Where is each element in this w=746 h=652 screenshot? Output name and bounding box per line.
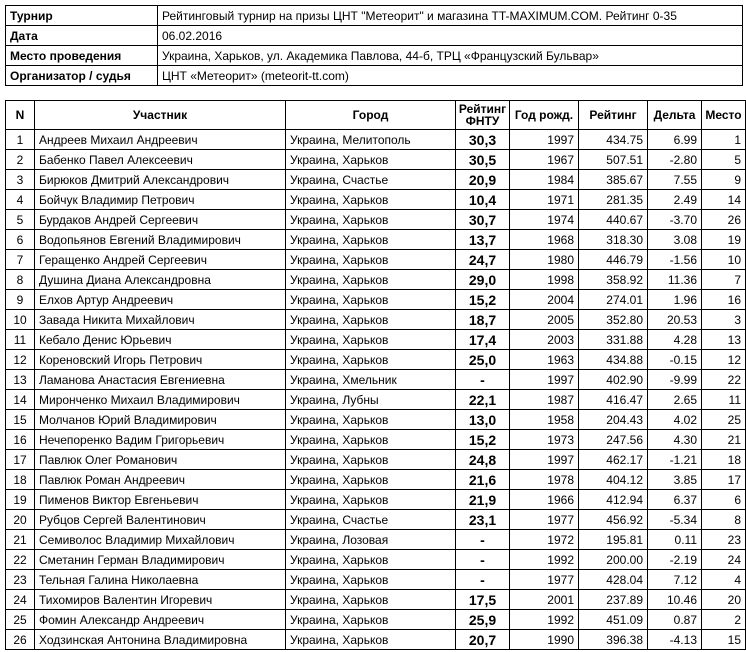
cell-delta: 3.85 — [648, 470, 702, 490]
cell-participant: Бабенко Павел Алексеевич — [35, 150, 286, 170]
cell-place: 16 — [702, 290, 746, 310]
cell-number: 11 — [6, 330, 35, 350]
cell-birth-year: 1978 — [510, 470, 579, 490]
cell-number: 9 — [6, 290, 35, 310]
cell-participant: Ламанова Анастасия Евгениевна — [35, 370, 286, 390]
cell-participant: Кебало Денис Юрьевич — [35, 330, 286, 350]
cell-place: 1 — [702, 130, 746, 150]
header-participant: Участник — [35, 101, 286, 130]
info-row — [6, 66, 743, 86]
cell-delta: -0.15 — [648, 350, 702, 370]
cell-delta: 1.96 — [648, 290, 702, 310]
table-row — [6, 630, 746, 650]
cell-rating: 412.94 — [579, 490, 648, 510]
cell-delta: -1.56 — [648, 250, 702, 270]
cell-place: 15 — [702, 630, 746, 650]
cell-place: 23 — [702, 530, 746, 550]
table-row — [6, 190, 746, 210]
cell-birth-year: 2004 — [510, 290, 579, 310]
cell-delta: 11.36 — [648, 270, 702, 290]
tournament-info-body — [6, 6, 743, 86]
cell-birth-year: 1998 — [510, 270, 579, 290]
cell-participant: Павлюк Олег Романович — [35, 450, 286, 470]
table-row — [6, 510, 746, 530]
table-row — [6, 450, 746, 470]
table-row — [6, 310, 746, 330]
info-label: Организатор / судья — [6, 66, 158, 86]
cell-participant: Завада Никита Михайлович — [35, 310, 286, 330]
cell-city: Украина, Харьков — [286, 590, 456, 610]
table-row — [6, 530, 746, 550]
cell-city: Украина, Харьков — [286, 450, 456, 470]
cell-number: 3 — [6, 170, 35, 190]
table-row — [6, 470, 746, 490]
cell-participant: Ходзинская Антонина Владимировна — [35, 630, 286, 650]
cell-number: 13 — [6, 370, 35, 390]
table-row — [6, 290, 746, 310]
cell-delta: -5.34 — [648, 510, 702, 530]
cell-rating: 446.79 — [579, 250, 648, 270]
cell-birth-year: 1971 — [510, 190, 579, 210]
cell-place: 25 — [702, 410, 746, 430]
header-place: Место — [702, 101, 746, 130]
cell-delta: 7.12 — [648, 570, 702, 590]
cell-place: 6 — [702, 490, 746, 510]
cell-place: 4 — [702, 570, 746, 590]
header-city: Город — [286, 101, 456, 130]
cell-rating-fntu: 23,1 — [456, 510, 510, 530]
cell-participant: Тихомиров Валентин Игоревич — [35, 590, 286, 610]
cell-birth-year: 1997 — [510, 130, 579, 150]
cell-rating: 331.88 — [579, 330, 648, 350]
cell-city: Украина, Счастье — [286, 510, 456, 530]
cell-number: 26 — [6, 630, 35, 650]
cell-number: 16 — [6, 430, 35, 450]
cell-number: 15 — [6, 410, 35, 430]
cell-birth-year: 1972 — [510, 530, 579, 550]
info-label: Место проведения — [6, 46, 158, 66]
cell-birth-year: 1974 — [510, 210, 579, 230]
cell-participant: Бирюков Дмитрий Александрович — [35, 170, 286, 190]
cell-birth-year: 1990 — [510, 630, 579, 650]
cell-delta: -1.21 — [648, 450, 702, 470]
table-row — [6, 250, 746, 270]
info-value: Украина, Харьков, ул. Академика Павлова, 44-б, ТРЦ «Французский Бульвар» — [158, 46, 743, 66]
table-row — [6, 410, 746, 430]
header-rating: Рейтинг — [579, 101, 648, 130]
cell-rating-fntu: 15,2 — [456, 290, 510, 310]
header-rating-fntu-line1: Рейтинг — [458, 102, 507, 116]
cell-city: Украина, Харьков — [286, 410, 456, 430]
cell-rating: 402.90 — [579, 370, 648, 390]
cell-participant: Молчанов Юрий Владимирович — [35, 410, 286, 430]
cell-birth-year: 1967 — [510, 150, 579, 170]
cell-number: 14 — [6, 390, 35, 410]
cell-rating-fntu: 22,1 — [456, 390, 510, 410]
cell-birth-year: 1958 — [510, 410, 579, 430]
cell-birth-year: 1977 — [510, 510, 579, 530]
cell-place: 8 — [702, 510, 746, 530]
cell-rating-fntu: - — [456, 570, 510, 590]
cell-rating-fntu: 21,6 — [456, 470, 510, 490]
cell-delta: 2.65 — [648, 390, 702, 410]
cell-birth-year: 1963 — [510, 350, 579, 370]
cell-rating: 385.67 — [579, 170, 648, 190]
cell-place: 14 — [702, 190, 746, 210]
cell-city: Украина, Хмельник — [286, 370, 456, 390]
cell-rating: 456.92 — [579, 510, 648, 530]
cell-participant: Андреев Михаил Андреевич — [35, 130, 286, 150]
cell-rating-fntu: - — [456, 550, 510, 570]
table-row — [6, 390, 746, 410]
cell-delta: -3.70 — [648, 210, 702, 230]
cell-rating-fntu: 17,4 — [456, 330, 510, 350]
cell-place: 3 — [702, 310, 746, 330]
info-row — [6, 26, 743, 46]
table-row — [6, 490, 746, 510]
cell-city: Украина, Харьков — [286, 490, 456, 510]
cell-rating-fntu: 18,7 — [456, 310, 510, 330]
cell-rating: 434.75 — [579, 130, 648, 150]
table-row — [6, 570, 746, 590]
cell-number: 23 — [6, 570, 35, 590]
cell-delta: 3.08 — [648, 230, 702, 250]
cell-birth-year: 1997 — [510, 450, 579, 470]
cell-delta: 2.49 — [648, 190, 702, 210]
cell-city: Украина, Харьков — [286, 570, 456, 590]
table-row — [6, 590, 746, 610]
cell-number: 7 — [6, 250, 35, 270]
cell-rating-fntu: - — [456, 370, 510, 390]
cell-city: Украина, Харьков — [286, 190, 456, 210]
cell-city: Украина, Харьков — [286, 150, 456, 170]
cell-number: 8 — [6, 270, 35, 290]
cell-birth-year: 1980 — [510, 250, 579, 270]
cell-participant: Нечепоренко Вадим Григорьевич — [35, 430, 286, 450]
cell-participant: Павлюк Роман Андреевич — [35, 470, 286, 490]
cell-city: Украина, Харьков — [286, 330, 456, 350]
table-row — [6, 610, 746, 630]
cell-delta: 20.53 — [648, 310, 702, 330]
cell-number: 17 — [6, 450, 35, 470]
cell-number: 25 — [6, 610, 35, 630]
cell-participant: Миронченко Михаил Владимирович — [35, 390, 286, 410]
table-row — [6, 370, 746, 390]
cell-delta: -2.80 — [648, 150, 702, 170]
cell-rating-fntu: 13,0 — [456, 410, 510, 430]
cell-place: 13 — [702, 330, 746, 350]
cell-birth-year: 1997 — [510, 370, 579, 390]
table-row — [6, 210, 746, 230]
cell-participant: Пименов Виктор Евгеньевич — [35, 490, 286, 510]
cell-rating-fntu: 30,5 — [456, 150, 510, 170]
table-row — [6, 430, 746, 450]
cell-rating-fntu: 30,3 — [456, 130, 510, 150]
cell-delta: 0.87 — [648, 610, 702, 630]
cell-number: 24 — [6, 590, 35, 610]
cell-number: 1 — [6, 130, 35, 150]
cell-rating: 440.67 — [579, 210, 648, 230]
cell-place: 11 — [702, 390, 746, 410]
info-value: ЦНТ «Метеорит» (meteorit-tt.com) — [158, 66, 743, 86]
cell-number: 12 — [6, 350, 35, 370]
cell-delta: -2.19 — [648, 550, 702, 570]
tournament-info-table — [5, 5, 743, 86]
cell-number: 19 — [6, 490, 35, 510]
cell-delta: 7.55 — [648, 170, 702, 190]
cell-participant: Семиволос Владимир Михайлович — [35, 530, 286, 550]
cell-rating: 281.35 — [579, 190, 648, 210]
cell-delta: 4.28 — [648, 330, 702, 350]
cell-rating-fntu: 24,8 — [456, 450, 510, 470]
cell-number: 5 — [6, 210, 35, 230]
cell-city: Украина, Харьков — [286, 310, 456, 330]
cell-delta: 4.02 — [648, 410, 702, 430]
info-value: Рейтинговый турнир на призы ЦНТ "Метеорит" и магазина TT-MAXIMUM.COM. Рейтинг 0-35 — [158, 6, 743, 26]
cell-participant: Бурдаков Андрей Сергеевич — [35, 210, 286, 230]
cell-rating-fntu: 13,7 — [456, 230, 510, 250]
cell-city: Украина, Харьков — [286, 230, 456, 250]
cell-rating: 396.38 — [579, 630, 648, 650]
cell-delta: 6.37 — [648, 490, 702, 510]
cell-delta: 6.99 — [648, 130, 702, 150]
cell-birth-year: 2003 — [510, 330, 579, 350]
cell-number: 20 — [6, 510, 35, 530]
cell-rating-fntu: 30,7 — [456, 210, 510, 230]
cell-rating-fntu: 21,9 — [456, 490, 510, 510]
cell-rating: 237.89 — [579, 590, 648, 610]
cell-place: 9 — [702, 170, 746, 190]
cell-place: 20 — [702, 590, 746, 610]
cell-birth-year: 1984 — [510, 170, 579, 190]
cell-rating-fntu: 20,7 — [456, 630, 510, 650]
cell-participant: Рубцов Сергей Валентинович — [35, 510, 286, 530]
cell-birth-year: 2005 — [510, 310, 579, 330]
cell-place: 7 — [702, 270, 746, 290]
info-label: Турнир — [6, 6, 158, 26]
cell-delta: 10.46 — [648, 590, 702, 610]
cell-place: 22 — [702, 370, 746, 390]
cell-participant: Душина Диана Александровна — [35, 270, 286, 290]
cell-place: 19 — [702, 230, 746, 250]
cell-rating: 195.81 — [579, 530, 648, 550]
cell-place: 10 — [702, 250, 746, 270]
cell-birth-year: 2001 — [510, 590, 579, 610]
info-row — [6, 6, 743, 26]
table-row — [6, 330, 746, 350]
cell-rating: 462.17 — [579, 450, 648, 470]
header-delta: Дельта — [648, 101, 702, 130]
cell-place: 21 — [702, 430, 746, 450]
header-birth-year: Год рожд. — [510, 101, 579, 130]
cell-rating-fntu: 25,9 — [456, 610, 510, 630]
cell-rating: 352.80 — [579, 310, 648, 330]
cell-city: Украина, Харьков — [286, 610, 456, 630]
cell-delta: 4.30 — [648, 430, 702, 450]
header-rating-fntu-line2: ФНТУ — [465, 114, 500, 128]
cell-city: Украина, Счастье — [286, 170, 456, 190]
cell-city: Украина, Мелитополь — [286, 130, 456, 150]
cell-place: 12 — [702, 350, 746, 370]
cell-rating: 204.43 — [579, 410, 648, 430]
cell-number: 2 — [6, 150, 35, 170]
cell-number: 18 — [6, 470, 35, 490]
cell-city: Украина, Харьков — [286, 550, 456, 570]
cell-birth-year: 1992 — [510, 550, 579, 570]
cell-rating-fntu: 10,4 — [456, 190, 510, 210]
cell-city: Украина, Харьков — [286, 470, 456, 490]
cell-participant: Водопьянов Евгений Владимирович — [35, 230, 286, 250]
cell-rating: 200.00 — [579, 550, 648, 570]
cell-rating: 507.51 — [579, 150, 648, 170]
cell-number: 4 — [6, 190, 35, 210]
cell-place: 2 — [702, 610, 746, 630]
table-row — [6, 270, 746, 290]
cell-rating-fntu: 17,5 — [456, 590, 510, 610]
info-row — [6, 46, 743, 66]
cell-rating: 434.88 — [579, 350, 648, 370]
cell-rating: 358.92 — [579, 270, 648, 290]
cell-rating: 247.56 — [579, 430, 648, 450]
cell-number: 6 — [6, 230, 35, 250]
info-label: Дата — [6, 26, 158, 46]
cell-birth-year: 1992 — [510, 610, 579, 630]
cell-city: Украина, Харьков — [286, 270, 456, 290]
table-row — [6, 150, 746, 170]
cell-participant: Елхов Артур Андреевич — [35, 290, 286, 310]
results-body — [6, 130, 746, 650]
cell-city: Украина, Лозовая — [286, 530, 456, 550]
cell-rating: 451.09 — [579, 610, 648, 630]
cell-rating-fntu: 24,7 — [456, 250, 510, 270]
cell-city: Украина, Лубны — [286, 390, 456, 410]
cell-place: 17 — [702, 470, 746, 490]
cell-place: 18 — [702, 450, 746, 470]
results-header-row — [6, 101, 746, 130]
cell-rating: 274.01 — [579, 290, 648, 310]
cell-rating-fntu: - — [456, 530, 510, 550]
cell-city: Украина, Харьков — [286, 430, 456, 450]
cell-rating-fntu: 25,0 — [456, 350, 510, 370]
cell-place: 24 — [702, 550, 746, 570]
cell-place: 5 — [702, 150, 746, 170]
cell-rating-fntu: 15,2 — [456, 430, 510, 450]
cell-city: Украина, Харьков — [286, 250, 456, 270]
cell-city: Украина, Харьков — [286, 630, 456, 650]
header-n: N — [6, 101, 35, 130]
cell-number: 21 — [6, 530, 35, 550]
cell-delta: -4.13 — [648, 630, 702, 650]
cell-city: Украина, Харьков — [286, 290, 456, 310]
cell-number: 22 — [6, 550, 35, 570]
cell-participant: Тельная Галина Николаевна — [35, 570, 286, 590]
cell-rating: 404.12 — [579, 470, 648, 490]
cell-delta: -9.99 — [648, 370, 702, 390]
cell-birth-year: 1966 — [510, 490, 579, 510]
cell-birth-year: 1968 — [510, 230, 579, 250]
table-row — [6, 230, 746, 250]
table-row — [6, 130, 746, 150]
cell-participant: Фомин Александр Андреевич — [35, 610, 286, 630]
results-table — [5, 100, 746, 650]
table-row — [6, 170, 746, 190]
cell-birth-year: 1977 — [510, 570, 579, 590]
cell-birth-year: 1973 — [510, 430, 579, 450]
cell-number: 10 — [6, 310, 35, 330]
cell-participant: Геращенко Андрей Сергеевич — [35, 250, 286, 270]
cell-delta: 0.11 — [648, 530, 702, 550]
cell-rating: 416.47 — [579, 390, 648, 410]
cell-rating-fntu: 29,0 — [456, 270, 510, 290]
info-value: 06.02.2016 — [158, 26, 743, 46]
cell-city: Украина, Харьков — [286, 210, 456, 230]
cell-participant: Сметанин Герман Владимирович — [35, 550, 286, 570]
cell-place: 26 — [702, 210, 746, 230]
cell-city: Украина, Харьков — [286, 350, 456, 370]
table-row — [6, 350, 746, 370]
table-row — [6, 550, 746, 570]
cell-rating-fntu: 20,9 — [456, 170, 510, 190]
cell-rating: 318.30 — [579, 230, 648, 250]
cell-participant: Бойчук Владимир Петрович — [35, 190, 286, 210]
header-rating-fntu — [456, 101, 510, 130]
cell-participant: Кореновский Игорь Петрович — [35, 350, 286, 370]
cell-birth-year: 1987 — [510, 390, 579, 410]
cell-rating: 428.04 — [579, 570, 648, 590]
